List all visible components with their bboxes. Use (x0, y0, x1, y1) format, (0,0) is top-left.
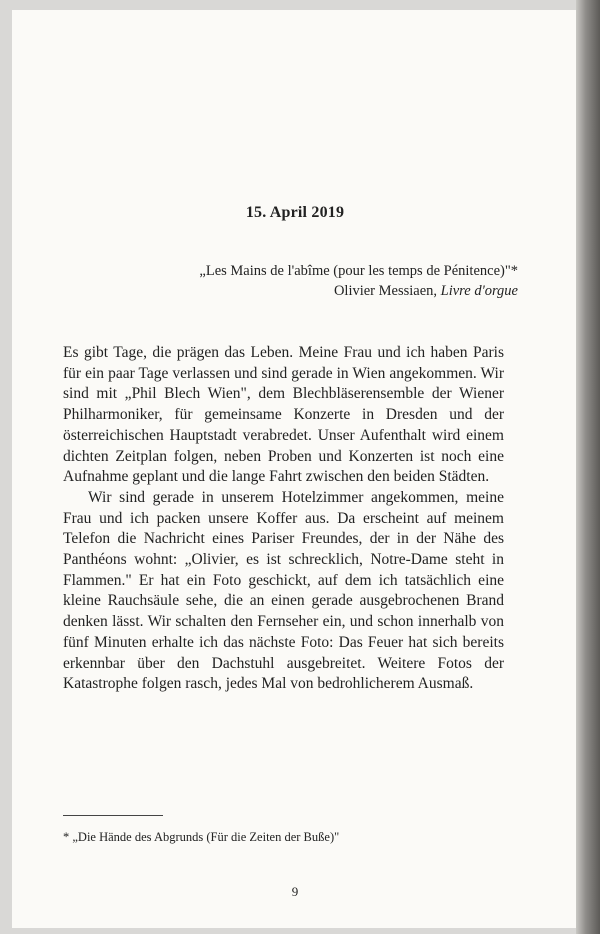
paragraph: Es gibt Tage, die prägen das Leben. Meine Frau und ich haben Paris für ein paar Tage verlassen und sind gerade in Wien angekommen. Wir sind mit „Phil Blech Wien", dem Blechbläserensemble der Wiener Philharmoniker, für gemeinsame Konzerte in Dresden und der österreichischen Hauptstadt verabredet. Unser Aufenthalt wird einem dichten Zeitplan folgen, neben Proben und Konzerten ist noch eine Aufnahme geplant und die lange Fahrt zwischen den beiden Städten. (63, 344, 504, 486)
epigraph-attribution (199, 281, 518, 301)
page-number: 9 (291, 884, 299, 899)
epigraph-work: Livre d'orgue (440, 283, 518, 299)
book-spine-shadow (576, 0, 600, 934)
epigraph (199, 261, 518, 301)
epigraph-author: Olivier Messiaen, (333, 283, 441, 299)
epigraph-quote: „Les Mains de l'abîme (pour les temps de Pénitence)"* (199, 263, 518, 279)
body-text (63, 343, 504, 695)
footnote-divider (63, 815, 163, 816)
paragraph: Wir sind gerade in unserem Hotelzimmer angekommen, meine Frau und ich packen unsere Koffer aus. Da erscheint auf meinem Telefon die Nachricht eines Pariser Freundes, der in der Nähe des Panthéons wohnt: „Olivier, es ist schrecklich, Notre-Dame steht in Flammen." Er hat ein Foto geschickt, auf dem ich tatsächlich eine kleine Rauchsäule sehe, die an einen gerade ausgebrochenen Brand denken lässt. Wir schalten den Fernseher ein, und schon innerhalb von fünf Minuten erhalte ich das nächste Foto: Das Feuer hat sich bereits erkennbar über den Dachstuhl ausgebreitet. Weitere Fotos der Katastrophe folgen rasch, jedes Mal von bedrohlicherem Ausmaß. (63, 488, 504, 693)
chapter-heading: 15. April 2019 (245, 204, 345, 221)
footnote: * „Die Hände des Abgrunds (Für die Zeiten der Buße)" (63, 830, 340, 844)
